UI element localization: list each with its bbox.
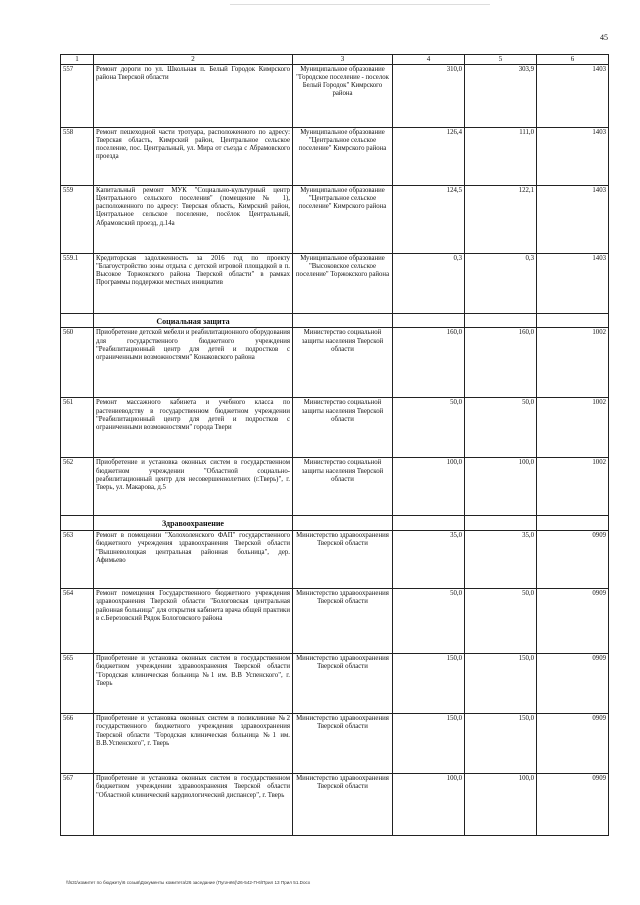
row-planned-amount: 150,0 (393, 654, 465, 714)
column-header-row (61, 55, 609, 65)
column-header: 2 (94, 55, 293, 65)
table-row (61, 328, 609, 398)
row-executor: Министерство здравоохранения Тверской области (293, 774, 393, 836)
table-row (61, 714, 609, 774)
row-code: 0909 (537, 531, 609, 589)
table-row (61, 654, 609, 714)
row-executor: Министерство здравоохранения Тверской области (293, 531, 393, 589)
table-row (61, 185, 609, 253)
file-path-footer: \\fs31\комитет по бюджету\6 созыв\Документы комитета\26 заседание (Пугачёв)\26-542-П-6\Прил 13 Прил 51.Docx (66, 880, 311, 885)
row-actual-amount: 303,9 (465, 64, 537, 127)
row-planned-amount: 124,5 (393, 185, 465, 253)
row-code: 0909 (537, 714, 609, 774)
row-actual-amount: 100,0 (465, 458, 537, 516)
section-title: Здравоохранение (94, 516, 293, 531)
row-actual-amount: 50,0 (465, 398, 537, 458)
row-number: 559.1 (61, 253, 94, 313)
column-header: 4 (393, 55, 465, 65)
row-number: 561 (61, 398, 94, 458)
row-description: Приобретение детской мебели и реабилитационного оборудования для государственного бюджетного учреждения "Реабилитационный центр для детей и подростков с ограниченными возможностями" Конаковского района (94, 328, 293, 398)
column-header: 1 (61, 55, 94, 65)
row-planned-amount: 310,0 (393, 64, 465, 127)
row-planned-amount: 50,0 (393, 398, 465, 458)
row-description: Ремонт в помещении "Холохоленского ФАП" государственного бюджетного учреждения здравоохранения Тверской области "Вышневолоцкая центральная районная больница", дер. Афимьево (94, 531, 293, 589)
row-executor: Министерство социальной защиты населения Тверской области (293, 328, 393, 398)
section-header-row (61, 516, 609, 531)
row-number: 563 (61, 531, 94, 589)
row-planned-amount: 50,0 (393, 589, 465, 654)
row-description: Кредиторская задолженность за 2016 год по проекту "Благоустройство зоны отдыха с детской игровой площадкой в п. Высокое Торжокского района Тверской области" в рамках Программы поддержки местных инициатив (94, 253, 293, 313)
row-actual-amount: 122,1 (465, 185, 537, 253)
row-planned-amount: 100,0 (393, 458, 465, 516)
row-code: 1002 (537, 328, 609, 398)
row-planned-amount: 150,0 (393, 714, 465, 774)
row-description: Ремонт пешеходной части тротуара, расположенного по адресу: Тверская область, Кимрский район, Центральное сельское поселение, пос. Центральный, ул. Мира от съезда с Абрамовского проезда (94, 127, 293, 185)
table-row (61, 64, 609, 127)
column-header: 6 (537, 55, 609, 65)
row-planned-amount: 100,0 (393, 774, 465, 836)
row-actual-amount: 0,3 (465, 253, 537, 313)
row-actual-amount: 100,0 (465, 774, 537, 836)
row-number: 564 (61, 589, 94, 654)
row-executor: Министерство социальной защиты населения Тверской области (293, 398, 393, 458)
row-code: 1403 (537, 64, 609, 127)
row-number: 566 (61, 714, 94, 774)
row-description: Приобретение и установка оконных систем в государственном бюджетном учреждении "Областной социально-реабилитационный центр для несовершеннолетних (г.Тверь)", г. Тверь, ул. Макарова, д.5 (94, 458, 293, 516)
row-number: 558 (61, 127, 94, 185)
row-description: Ремонт дороги по ул. Школьная п. Белый Городок Кимрского района Тверской области (94, 64, 293, 127)
row-executor: Министерство здравоохранения Тверской области (293, 589, 393, 654)
row-executor: Министерство здравоохранения Тверской области (293, 714, 393, 774)
row-code: 0909 (537, 589, 609, 654)
budget-table (60, 54, 609, 836)
row-number: 562 (61, 458, 94, 516)
page-number: 45 (600, 33, 608, 42)
row-number: 557 (61, 64, 94, 127)
row-description: Ремонт помещения Государственного бюджетного учреждения здравоохранения Тверской области "Бологовская центральная районная больница" для открытия кабинета врача общей практики в с.Березовский Рядок Бологовского района (94, 589, 293, 654)
row-actual-amount: 50,0 (465, 589, 537, 654)
row-description: Приобретение и установка оконных систем в государственном бюджетном учреждении здравоохранения Тверской области "Городская клиническая больница №1 им. В.В Успенского", г. Тверь (94, 654, 293, 714)
row-code: 0909 (537, 654, 609, 714)
row-number: 567 (61, 774, 94, 836)
row-code: 1002 (537, 398, 609, 458)
table-row (61, 458, 609, 516)
row-actual-amount: 150,0 (465, 714, 537, 774)
table-row (61, 589, 609, 654)
row-description: Капитальный ремонт МУК "Социально-культурный центр Центрального сельского поселения" (помещение № 1), расположенного по адресу: Тверская область, Кимрский район, Центральное сельское поселение, посёлок Центральный, Абрамовский проезд, д.14а (94, 185, 293, 253)
section-title: Социальная защита (94, 313, 293, 328)
row-actual-amount: 160,0 (465, 328, 537, 398)
row-actual-amount: 111,0 (465, 127, 537, 185)
row-code: 0909 (537, 774, 609, 836)
table-row (61, 774, 609, 836)
row-planned-amount: 0,3 (393, 253, 465, 313)
row-description: Приобретение и установка оконных систем в государственном бюджетном учреждении здравоохранения Тверской области "Областной клинический кардиологический диспансер", г. Тверь (94, 774, 293, 836)
row-code: 1403 (537, 127, 609, 185)
row-executor: Муниципальное образование "Городское поселение - поселок Белый Городок" Кимрского района (293, 64, 393, 127)
row-planned-amount: 35,0 (393, 531, 465, 589)
row-planned-amount: 160,0 (393, 328, 465, 398)
table-row (61, 127, 609, 185)
section-header-row (61, 313, 609, 328)
row-executor: Муниципальное образование "Центральное сельское поселение" Кимрского района (293, 127, 393, 185)
row-code: 1002 (537, 458, 609, 516)
row-description: Ремонт массажного кабинета и учебного класса по растениеводству в государственном бюджетном учреждении "Реабилитационный центр для детей и подростков с ограниченными возможностями" города Твери (94, 398, 293, 458)
row-description: Приобретение и установка оконных систем в поликлинике №2 государственного бюджетного учреждения здравоохранения Тверской области "Городская клиническая больница №1 им. В.В.Успенского", г. Тверь (94, 714, 293, 774)
row-number: 559 (61, 185, 94, 253)
row-executor: Министерство социальной защиты населения Тверской области (293, 458, 393, 516)
row-number: 560 (61, 328, 94, 398)
scan-artifact-line (230, 4, 490, 5)
row-actual-amount: 35,0 (465, 531, 537, 589)
table-row (61, 398, 609, 458)
row-executor: Муниципальное образование "Высоковское сельское поселение" Торжокского района (293, 253, 393, 313)
row-number: 565 (61, 654, 94, 714)
row-executor: Министерство здравоохранения Тверской области (293, 654, 393, 714)
row-actual-amount: 150,0 (465, 654, 537, 714)
table-row (61, 253, 609, 313)
row-code: 1403 (537, 253, 609, 313)
column-header: 3 (293, 55, 393, 65)
table-row (61, 531, 609, 589)
row-executor: Муниципальное образование "Центральное сельское поселение" Кимрского района (293, 185, 393, 253)
row-code: 1403 (537, 185, 609, 253)
row-planned-amount: 126,4 (393, 127, 465, 185)
column-header: 5 (465, 55, 537, 65)
